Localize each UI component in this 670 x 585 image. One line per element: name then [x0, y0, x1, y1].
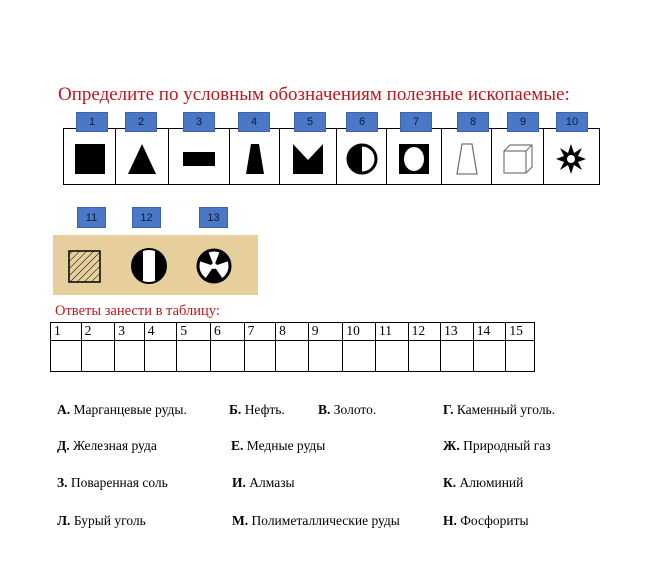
answer-cell-3[interactable] [115, 341, 145, 372]
symbol-number-9: 9 [507, 112, 539, 132]
symbol-cell-6 [337, 129, 387, 184]
answer-cell-6[interactable] [210, 341, 244, 372]
filled-triangle-icon [125, 143, 159, 175]
answers-header-row [51, 323, 535, 341]
outline-cube-icon [502, 143, 534, 175]
legend-text: Алюминий [459, 475, 524, 490]
symbol-number-1: 1 [76, 112, 108, 132]
legend-text: Железная руда [73, 438, 157, 453]
hatched-square-icon [69, 251, 100, 282]
answer-cell-1[interactable] [51, 341, 82, 372]
answers-header-cell: 2 [81, 323, 115, 341]
symbol-number-13: 13 [199, 207, 228, 228]
answer-cell-15[interactable] [506, 341, 535, 372]
answers-header-cell: 10 [343, 323, 376, 341]
legend-letter: Ж. [443, 438, 460, 453]
filled-square-icon [73, 143, 107, 175]
legend-item-g [443, 402, 555, 418]
legend-item-i [232, 475, 295, 491]
symbols-row2-drawing [53, 235, 258, 295]
legend-item-a [57, 402, 187, 418]
answer-cell-13[interactable] [441, 341, 474, 372]
filled-trapezoid-icon [244, 143, 266, 175]
answer-cell-10[interactable] [343, 341, 376, 372]
legend-item-k [443, 475, 523, 491]
answers-header-cell: 12 [408, 323, 441, 341]
legend-text: Полиметаллические руды [251, 513, 400, 528]
symbols-panel-row2 [53, 235, 258, 295]
symbol-cell-8 [442, 129, 492, 184]
symbol-number-10: 10 [556, 112, 588, 132]
legend-letter: Д. [57, 438, 70, 453]
legend-text: Нефть. [244, 402, 285, 417]
symbol-cell-10 [544, 129, 598, 184]
symbol-cell-2 [116, 129, 169, 184]
striped-circle-icon [132, 249, 166, 283]
legend-text: Марганцевые руды. [73, 402, 187, 417]
symbol-cell-3 [169, 129, 230, 184]
answer-cell-11[interactable] [375, 341, 408, 372]
answer-cell-12[interactable] [408, 341, 441, 372]
legend-letter: И. [232, 475, 246, 490]
symbols-table-row1 [63, 128, 600, 185]
answer-cell-2[interactable] [81, 341, 115, 372]
symbol-cell-7 [387, 129, 442, 184]
answers-instruction: Ответы занести в таблицу: [55, 303, 220, 319]
symbol-cell-1 [64, 129, 116, 184]
legend-item-v [318, 402, 376, 418]
answers-header-cell: 5 [177, 323, 211, 341]
answer-cell-4[interactable] [144, 341, 177, 372]
legend-letter: К. [443, 475, 457, 490]
answers-header-cell: 3 [115, 323, 145, 341]
legend-item-n [443, 513, 529, 529]
answers-header-cell: 14 [473, 323, 506, 341]
legend-text: Фосфориты [460, 513, 529, 528]
symbol-number-4: 4 [238, 112, 270, 132]
symbol-cell-9 [492, 129, 544, 184]
answers-header-cell: 15 [506, 323, 535, 341]
legend-item-zh [443, 438, 551, 454]
symbol-number-2: 2 [125, 112, 157, 132]
legend-letter: Б. [229, 402, 242, 417]
answers-header-cell: 1 [51, 323, 82, 341]
symbol-number-11: 11 [77, 207, 106, 228]
legend-text: Бурый уголь [73, 513, 146, 528]
legend-item-m [232, 513, 400, 529]
circle-in-square-icon [398, 143, 430, 175]
answers-header-cell: 8 [276, 323, 309, 341]
star-burst-icon [555, 143, 587, 175]
legend-text: Поваренная соль [70, 475, 168, 490]
symbol-cell-4 [230, 129, 280, 184]
answers-header-cell: 9 [308, 323, 343, 341]
symbol-number-8: 8 [457, 112, 489, 132]
answers-table [50, 322, 535, 372]
task-title: Определите по условным обозначениям полезные ископаемые: [58, 84, 570, 105]
answer-cell-8[interactable] [276, 341, 309, 372]
legend-text: Медные руды [246, 438, 326, 453]
symbol-number-3: 3 [183, 112, 215, 132]
legend-text: Золото. [333, 402, 377, 417]
answers-header-cell: 6 [210, 323, 244, 341]
legend-item-e [231, 438, 325, 454]
symbol-number-12: 12 [132, 207, 161, 228]
legend-text: Каменный уголь. [456, 402, 556, 417]
legend-item-z [57, 475, 168, 491]
legend-text: Природный газ [463, 438, 551, 453]
answers-header-cell: 11 [375, 323, 408, 341]
notched-square-icon [291, 143, 325, 175]
symbol-cell-5 [280, 129, 337, 184]
symbol-number-6: 6 [346, 112, 378, 132]
answers-header-cell: 4 [144, 323, 177, 341]
symbol-number-7: 7 [400, 112, 432, 132]
answer-cell-5[interactable] [177, 341, 211, 372]
legend-text: Алмазы [249, 475, 295, 490]
legend-letter: Е. [231, 438, 244, 453]
legend-letter: Л. [57, 513, 71, 528]
answer-cell-9[interactable] [308, 341, 343, 372]
legend-letter: Г. [443, 402, 454, 417]
legend-letter: М. [232, 513, 249, 528]
legend-item-l [57, 513, 146, 529]
radiation-circle-icon [198, 250, 230, 282]
legend-item-b [229, 402, 285, 418]
legend-letter: Н. [443, 513, 457, 528]
legend-letter: А. [57, 402, 71, 417]
symbol-number-5: 5 [294, 112, 326, 132]
answer-cell-7[interactable] [244, 341, 276, 372]
outline-trapezoid-icon [455, 142, 479, 176]
legend-letter: В. [318, 402, 331, 417]
answer-cell-14[interactable] [473, 341, 506, 372]
legend-letter: З. [57, 475, 68, 490]
answers-header-cell: 13 [441, 323, 474, 341]
filled-rectangle-icon [181, 143, 217, 175]
legend-item-d [57, 438, 157, 454]
answers-header-cell: 7 [244, 323, 276, 341]
answers-input-row [51, 341, 535, 372]
half-filled-circle-icon [345, 142, 379, 176]
